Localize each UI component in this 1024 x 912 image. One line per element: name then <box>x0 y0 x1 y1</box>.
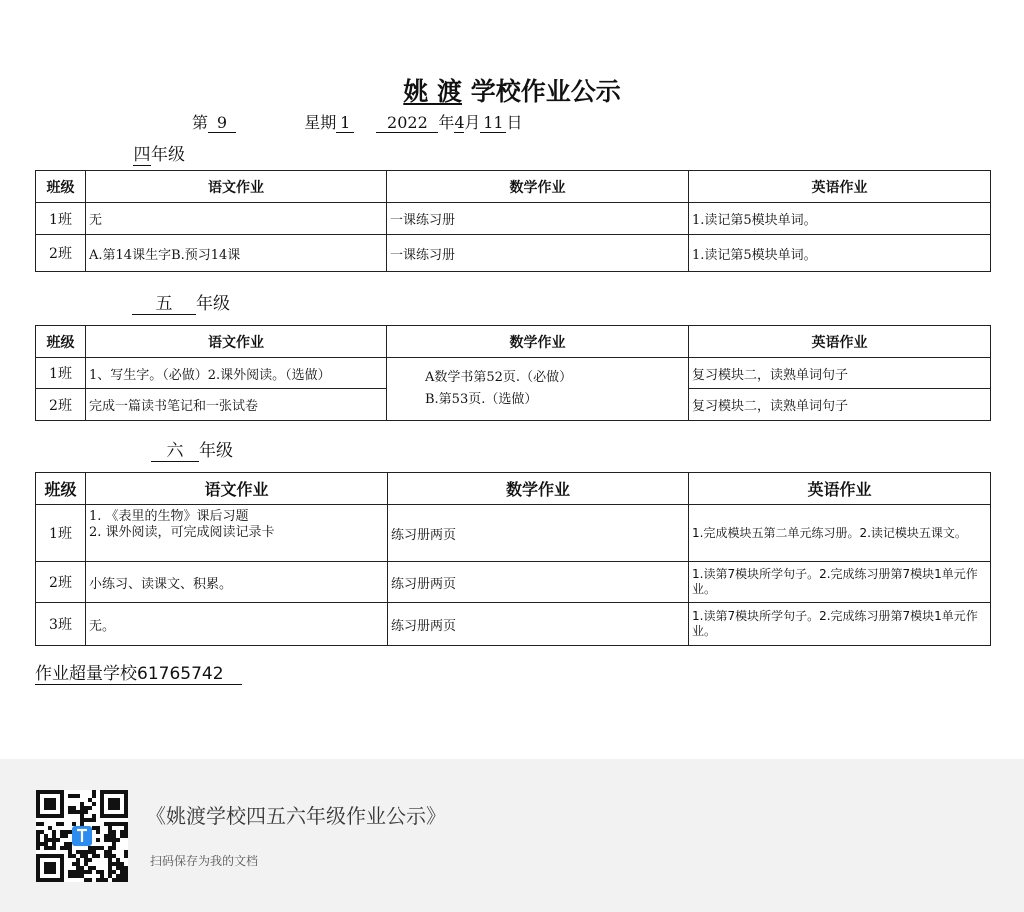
grade5-label: 年级 <box>196 294 230 314</box>
math-line-1: A数学书第52页.（必做） <box>425 370 573 385</box>
english-cell: 复习模块二，读熟单词句子 <box>689 389 991 421</box>
month-label: 月 <box>464 113 481 132</box>
class-cell: 2班 <box>36 389 86 421</box>
col-header-chinese: 语文作业 <box>86 473 388 505</box>
english-cell: 复习模块二，读熟单词句子 <box>689 358 991 389</box>
grade5-heading <box>132 289 230 315</box>
page-title <box>0 72 1024 108</box>
math-cell: 一课练习册 <box>387 203 689 235</box>
class-cell: 3班 <box>36 603 86 646</box>
col-header-english: 英语作业 <box>689 326 991 358</box>
english-cell: 1.读记第5模块单词。 <box>689 235 991 272</box>
day-value: 11 <box>480 114 506 133</box>
grade6-value: 六 <box>151 436 199 462</box>
col-header-chinese: 语文作业 <box>86 171 387 203</box>
chinese-cell: A.第14课生字B.预习14课 <box>86 235 387 272</box>
col-header-math: 数学作业 <box>387 171 689 203</box>
table-row <box>36 505 991 562</box>
grade5-value: 五 <box>132 289 196 315</box>
qr-code-icon[interactable] <box>36 790 128 882</box>
save-banner <box>0 759 1024 912</box>
grade6-heading <box>151 436 233 462</box>
class-cell: 1班 <box>36 505 86 562</box>
school-name: 姚 渡 <box>403 77 462 106</box>
class-cell: 2班 <box>36 562 86 603</box>
col-header-class: 班级 <box>36 473 86 505</box>
weekday-label: 星期 <box>304 113 337 132</box>
class-cell: 1班 <box>36 358 86 389</box>
grade4-heading <box>133 140 185 166</box>
year-value: 2022 <box>376 114 438 133</box>
table-row <box>36 203 991 235</box>
date-line <box>192 110 522 133</box>
year-label: 年 <box>438 113 455 132</box>
col-header-english: 英语作业 <box>689 473 991 505</box>
math-line-2: B.第53页.（选做） <box>425 392 538 407</box>
math-cell: 一课练习册 <box>387 235 689 272</box>
class-cell: 1班 <box>36 203 86 235</box>
col-header-math: 数学作业 <box>388 473 689 505</box>
qr-code-graphic <box>36 790 128 882</box>
math-cell-merged <box>387 358 689 421</box>
math-cell: 练习册两页 <box>388 562 689 603</box>
col-header-math: 数学作业 <box>387 326 689 358</box>
weekday-value: 1 <box>336 114 354 133</box>
chinese-cell: 无。 <box>86 603 388 646</box>
table-row <box>36 562 991 603</box>
day-label: 日 <box>506 113 523 132</box>
english-cell: 1.读第7模块所学句子。2.完成练习册第7模块1单元作业。 <box>689 603 991 646</box>
table-row <box>36 603 991 646</box>
english-cell: 1.读第7模块所学句子。2.完成练习册第7模块1单元作业。 <box>689 562 991 603</box>
table-row <box>36 358 991 389</box>
week-value: 9 <box>208 114 236 133</box>
grade6-table <box>35 472 991 646</box>
math-cell: 练习册两页 <box>388 603 689 646</box>
chinese-cell: 完成一篇读书笔记和一张试卷 <box>86 389 387 421</box>
english-cell: 1.完成模块五第二单元练习册。2.读记模块五课文。 <box>689 505 991 562</box>
overload-report-text: 作业超量学校61765742 <box>35 664 242 685</box>
class-cell: 2班 <box>36 235 86 272</box>
chinese-cell <box>86 505 388 562</box>
col-header-english: 英语作业 <box>689 171 991 203</box>
chinese-cell: 无 <box>86 203 387 235</box>
col-header-class: 班级 <box>36 326 86 358</box>
grade4-label: 年级 <box>151 145 185 165</box>
scan-to-save-hint: 扫码保存为我的文档 <box>150 854 259 868</box>
grade4-value: 四 <box>133 140 151 166</box>
math-cell: 练习册两页 <box>388 505 689 562</box>
english-cell: 1.读记第5模块单词。 <box>689 203 991 235</box>
week-label: 第 <box>192 113 209 132</box>
month-value: 4 <box>454 113 465 132</box>
grade5-table <box>35 325 991 421</box>
chinese-line-1: 1. 《表里的生物》课后习题 <box>89 509 249 524</box>
chinese-line-2: 2. 课外阅读，可完成阅读记录卡 <box>89 525 275 540</box>
table-row <box>36 235 991 272</box>
col-header-class: 班级 <box>36 171 86 203</box>
grade4-table <box>35 170 991 272</box>
chinese-cell: 小练习、读课文、积累。 <box>86 562 388 603</box>
chinese-cell: 1、写生字。（必做）2.课外阅读。（选做） <box>86 358 387 389</box>
col-header-chinese: 语文作业 <box>86 326 387 358</box>
overload-report-note <box>35 659 242 684</box>
title-text: 学校作业公示 <box>462 77 621 106</box>
document-title[interactable]: 《姚渡学校四五六年级作业公示》 <box>146 804 446 828</box>
grade6-label: 年级 <box>199 441 233 461</box>
